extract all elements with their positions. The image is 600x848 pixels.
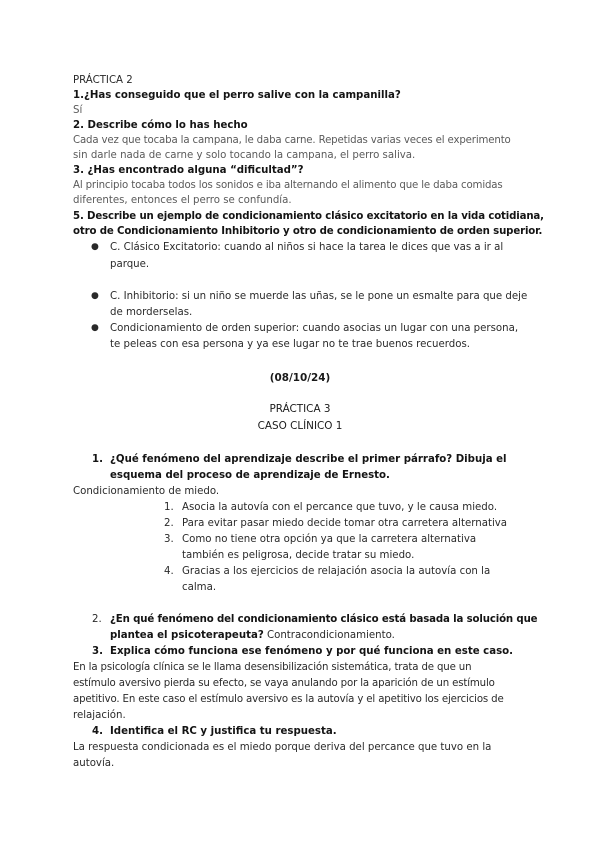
- p3-question-2-number: 2.: [92, 614, 102, 625]
- p3-question-4: Identifica el RC y justifica tu respuesta.: [110, 726, 337, 737]
- step-1-number: 1.: [164, 502, 174, 513]
- answer-3-line-1: Al principio tocaba todos los sonidos e iba alternando el alimento que le daba comidas: [73, 180, 503, 191]
- answer-2-line-1: Cada vez que tocaba la campana, le daba carne. Repetidas varias veces el experimento: [73, 135, 511, 146]
- practica-2-title: PRÁCTICA 2: [73, 75, 133, 86]
- question-1: 1.¿Has conseguido que el perro salive con la campanilla?: [73, 90, 401, 101]
- p3-question-1-line-1: ¿Qué fenómeno del aprendizaje describe el primer párrafo? Dibuja el: [110, 454, 507, 465]
- p3-answer-2: Contracondicionamiento.: [263, 630, 395, 641]
- p3-question-2-line-1: ¿En qué fenómeno del condicionamiento clásico está basada la solución que: [110, 614, 538, 625]
- bullet-2-line-2: de morderselas.: [110, 307, 193, 318]
- bullet-3-line-2: te peleas con esa persona y ya ese lugar no te trae buenos recuerdos.: [110, 339, 470, 350]
- step-2-number: 2.: [164, 518, 174, 529]
- p3-answer-3-line-3: apetitivo. En este caso el estímulo aversivo es la autovía y el apetitivo los ejercicios de: [73, 694, 504, 705]
- answer-1: Sí: [73, 105, 83, 116]
- p3-answer-4-line-1: La respuesta condicionada es el miedo porque deriva del percance que tuvo en la: [73, 742, 492, 753]
- bullet-icon: ●: [91, 242, 99, 252]
- p3-answer-1: Condicionamiento de miedo.: [73, 486, 220, 497]
- answer-3-line-2: diferentes, entonces el perro se confundía.: [73, 195, 292, 206]
- p3-answer-3-line-2: estímulo aversivo pierda su efecto, se vaya anulando por la aparición de un estímulo: [73, 678, 495, 689]
- bullet-3-line-1: Condicionamiento de orden superior: cuando asocias un lugar con una persona,: [110, 323, 519, 334]
- p3-question-2-line-2-bold: plantea el psicoterapeuta?: [110, 630, 264, 641]
- step-4-text-line-2: calma.: [182, 582, 217, 593]
- practica-3-title: PRÁCTICA 3: [269, 403, 331, 415]
- step-1-text: Asocia la autovía con el percance que tuvo, y le causa miedo.: [182, 502, 498, 513]
- step-3-number: 3.: [164, 534, 174, 545]
- bullet-1-line-1: C. Clásico Excitatorio: cuando al niños si hace la tarea le dices que vas a ir al: [110, 242, 504, 253]
- step-4-text-line-1: Gracias a los ejercicios de relajación asocia la autovía con la: [182, 566, 491, 577]
- date-heading: (08/10/24): [269, 372, 331, 384]
- p3-answer-3-line-4: relajación.: [73, 710, 126, 721]
- p3-question-3: Explica cómo funciona ese fenómeno y por qué funciona en este caso.: [110, 646, 513, 657]
- p3-question-1-number: 1.: [92, 454, 103, 465]
- question-2: 2. Describe cómo lo has hecho: [73, 120, 248, 131]
- bullet-1-line-2: parque.: [110, 259, 150, 270]
- bullet-2-line-1: C. Inhibitorio: si un niño se muerde las uñas, se le pone un esmalte para que deje: [110, 291, 528, 302]
- p3-question-4-number: 4.: [92, 726, 103, 737]
- bullet-icon: ●: [91, 323, 99, 333]
- answer-2-line-2: sin darle nada de carne y solo tocando la campana, el perro saliva.: [73, 150, 416, 161]
- question-5-line-1: 5. Describe un ejemplo de condicionamiento clásico excitatorio en la vida cotidiana,: [73, 211, 544, 222]
- bullet-icon: ●: [91, 291, 99, 301]
- p3-question-2-line-2: [110, 629, 395, 642]
- p3-answer-4-line-2: autovía.: [73, 758, 115, 769]
- step-3-text-line-1: Como no tiene otra opción ya que la carretera alternativa: [182, 534, 477, 545]
- question-5-line-2: otro de Condicionamiento Inhibitorio y otro de condicionamiento de orden superior.: [73, 226, 543, 237]
- step-2-text: Para evitar pasar miedo decide tomar otra carretera alternativa: [182, 518, 508, 529]
- case-subtitle: CASO CLÍNICO 1: [257, 420, 343, 432]
- p3-question-3-number: 3.: [92, 646, 103, 657]
- step-4-number: 4.: [164, 566, 174, 577]
- p3-answer-3-line-1: En la psicología clínica se le llama desensibilización sistemática, trata de que un: [73, 662, 472, 673]
- question-3: 3. ¿Has encontrado alguna “dificultad”?: [73, 165, 304, 176]
- p3-question-1-line-2: esquema del proceso de aprendizaje de Ernesto.: [110, 470, 390, 481]
- step-3-text-line-2: también es peligrosa, decide tratar su miedo.: [182, 550, 415, 561]
